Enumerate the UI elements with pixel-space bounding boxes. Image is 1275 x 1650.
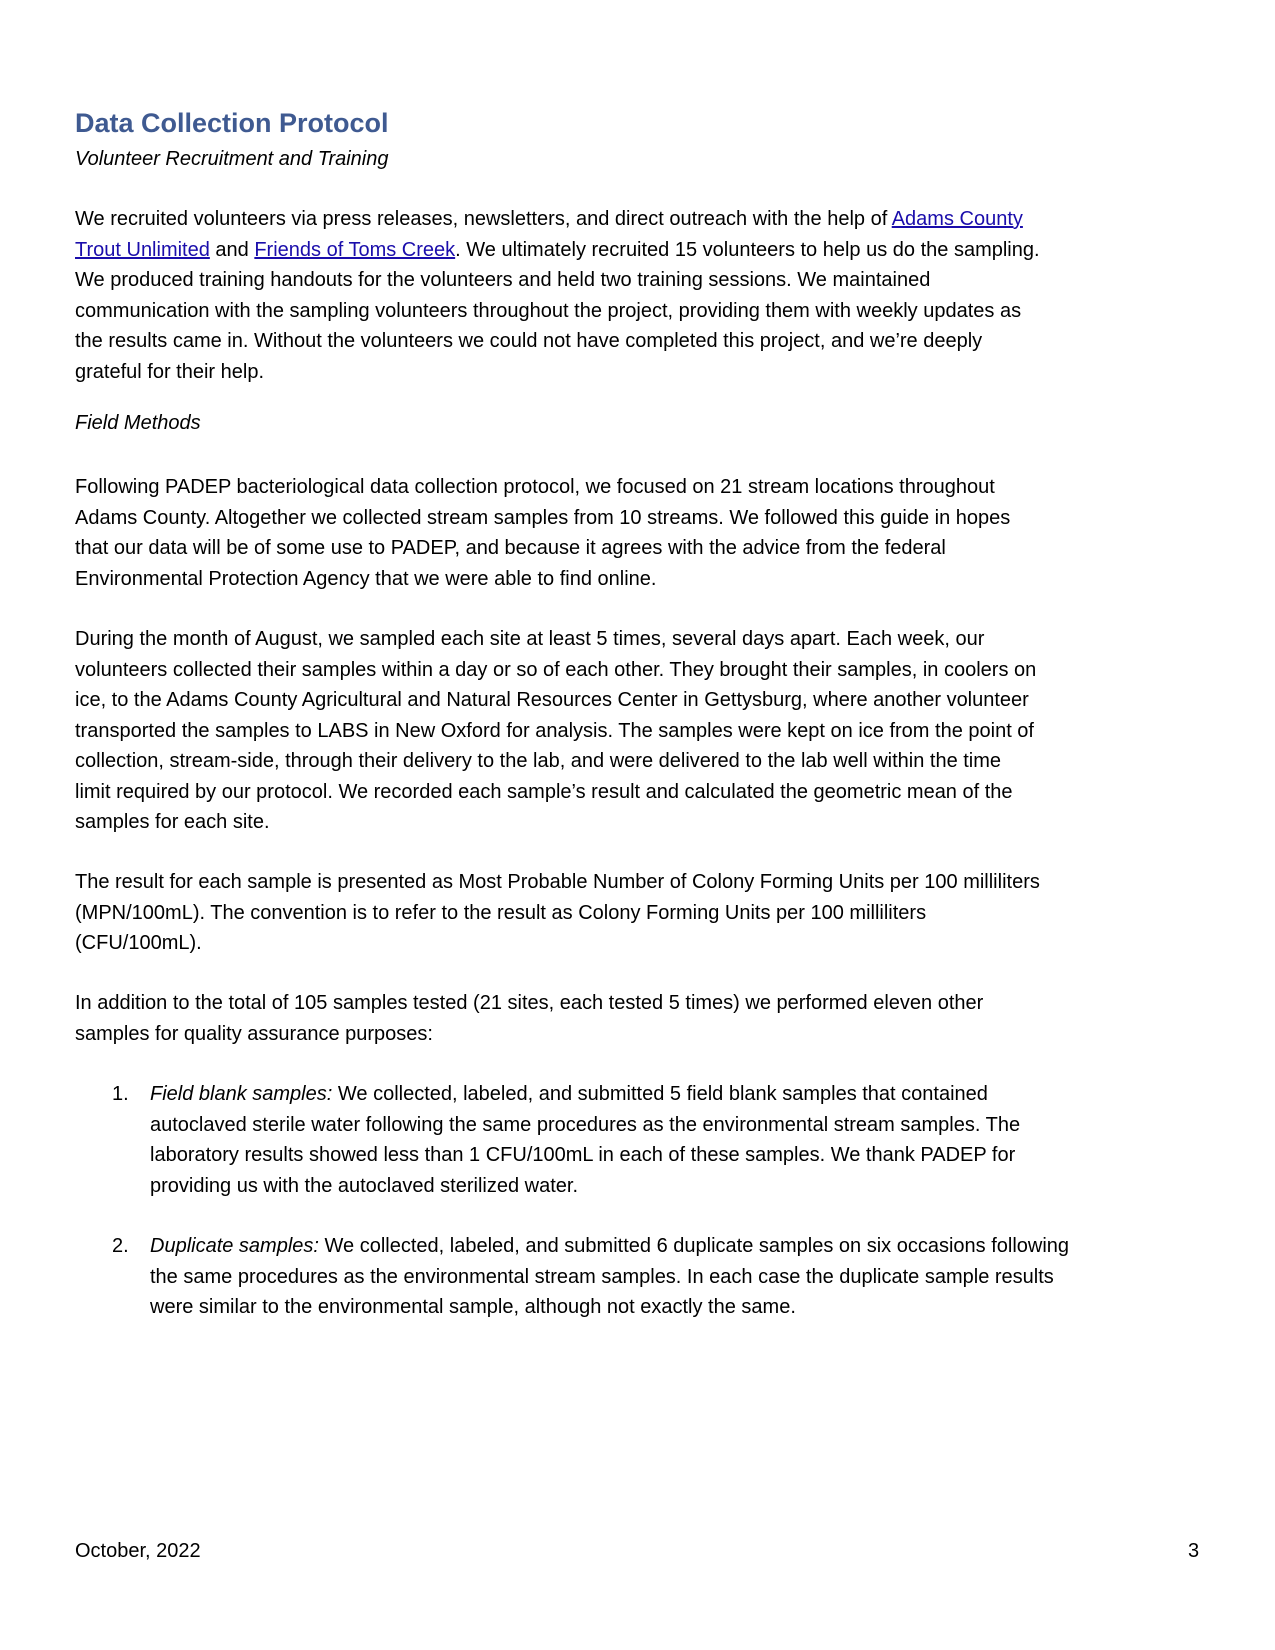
text-line: (MPN/100mL). The convention is to refer to the result as Colony Forming Units per 100 milliliters (75, 901, 927, 924)
list-term: Field blank samples: (150, 1083, 333, 1105)
paragraph-units (75, 867, 1040, 959)
list-number: 2. (112, 1235, 129, 1257)
text: We recruited volunteers via press releases, newsletters, and direct outreach with the help of (75, 208, 892, 230)
list-number: 1. (112, 1083, 129, 1105)
section-title-recruitment: Volunteer Recruitment and Training (75, 148, 389, 170)
link-adams-county-trout-unlimited-cont[interactable]: Trout Unlimited (75, 238, 210, 261)
text: and (209, 238, 255, 261)
text: . We ultimately recruited 15 volunteers to help us do the sampling. (455, 238, 1040, 261)
text-line: During the month of August, we sampled each site at least 5 times, several days apart. Each week, our (75, 628, 985, 650)
text-line: that our data will be of some use to PADEP, and because it agrees with the advice from the federal (75, 537, 946, 559)
list-term: Duplicate samples: (150, 1235, 319, 1257)
text-line: transported the samples to LABS in New Oxford for analysis. The samples were kept on ice from the point of (75, 719, 1034, 742)
text-line: providing us with the autoclaved sterilized water. (150, 1174, 579, 1197)
text: We collected, labeled, and submitted 6 duplicate samples on six occasions following (318, 1235, 1070, 1257)
paragraph-recruitment (75, 204, 1040, 387)
page-number: 3 (1188, 1540, 1200, 1562)
text-line: Following PADEP bacteriological data collection protocol, we focused on 21 stream locations throughout (75, 476, 995, 498)
text-line: (CFU/100mL). (75, 932, 202, 954)
paragraph-sampling (75, 624, 1036, 838)
text-line: collection, stream-side, through their delivery to the lab, and were delivered to the lab well within the time (75, 750, 1002, 772)
text-line: the same procedures as the environmental stream samples. In each case the duplicate sample results (150, 1265, 1054, 1288)
text-line: limit required by our protocol. We recorded each sample’s result and calculated the geometric mean of the (75, 780, 1013, 803)
text-line: autoclaved sterile water following the same procedures as the environmental stream samples. The (150, 1113, 1021, 1136)
text-line: Adams County. Altogether we collected stream samples from 10 streams. We followed this guide in hopes (75, 506, 1011, 529)
text-line: We produced training handouts for the volunteers and held two training sessions. We maintained (75, 269, 931, 291)
page-heading: Data Collection Protocol (75, 108, 389, 138)
text-line: The result for each sample is presented as Most Probable Number of Colony Forming Units per 100 milliliters (75, 871, 1040, 893)
text-line: samples for each site. (75, 811, 270, 833)
text-line: laboratory results showed less than 1 CFU/100mL in each of these samples. We thank PADEP for (150, 1144, 1016, 1166)
text-line: In addition to the total of 105 samples tested (21 sites, each tested 5 times) we performed eleven other (75, 992, 984, 1014)
text-line: communication with the sampling volunteers throughout the project, providing them with weekly updates as (75, 299, 1022, 322)
text-line: ice, to the Adams County Agricultural and Natural Resources Center in Gettysburg, where another volunteer (75, 689, 1029, 711)
text-line: samples for quality assurance purposes: (75, 1022, 433, 1045)
footer-date: October, 2022 (75, 1540, 201, 1562)
paragraph-protocol (75, 472, 1010, 594)
text-line: volunteers collected their samples within a day or so of each other. They brought their samples, in coolers on (75, 658, 1037, 681)
text: We collected, labeled, and submitted 5 field blank samples that contained (332, 1083, 988, 1105)
link-adams-county-trout-unlimited[interactable]: Adams County (891, 208, 1023, 230)
paragraph-qa (75, 988, 983, 1049)
text-line: the results came in. Without the volunteers we could not have completed this project, and we’re deeply (75, 330, 983, 352)
text-line: grateful for their help. (75, 360, 264, 383)
link-friends-of-toms-creek[interactable]: Friends of Toms Creek (254, 238, 456, 261)
text-line: were similar to the environmental sample, although not exactly the same. (150, 1296, 796, 1318)
section-title-field-methods: Field Methods (75, 412, 201, 434)
text-line: Environmental Protection Agency that we were able to find online. (75, 567, 657, 590)
